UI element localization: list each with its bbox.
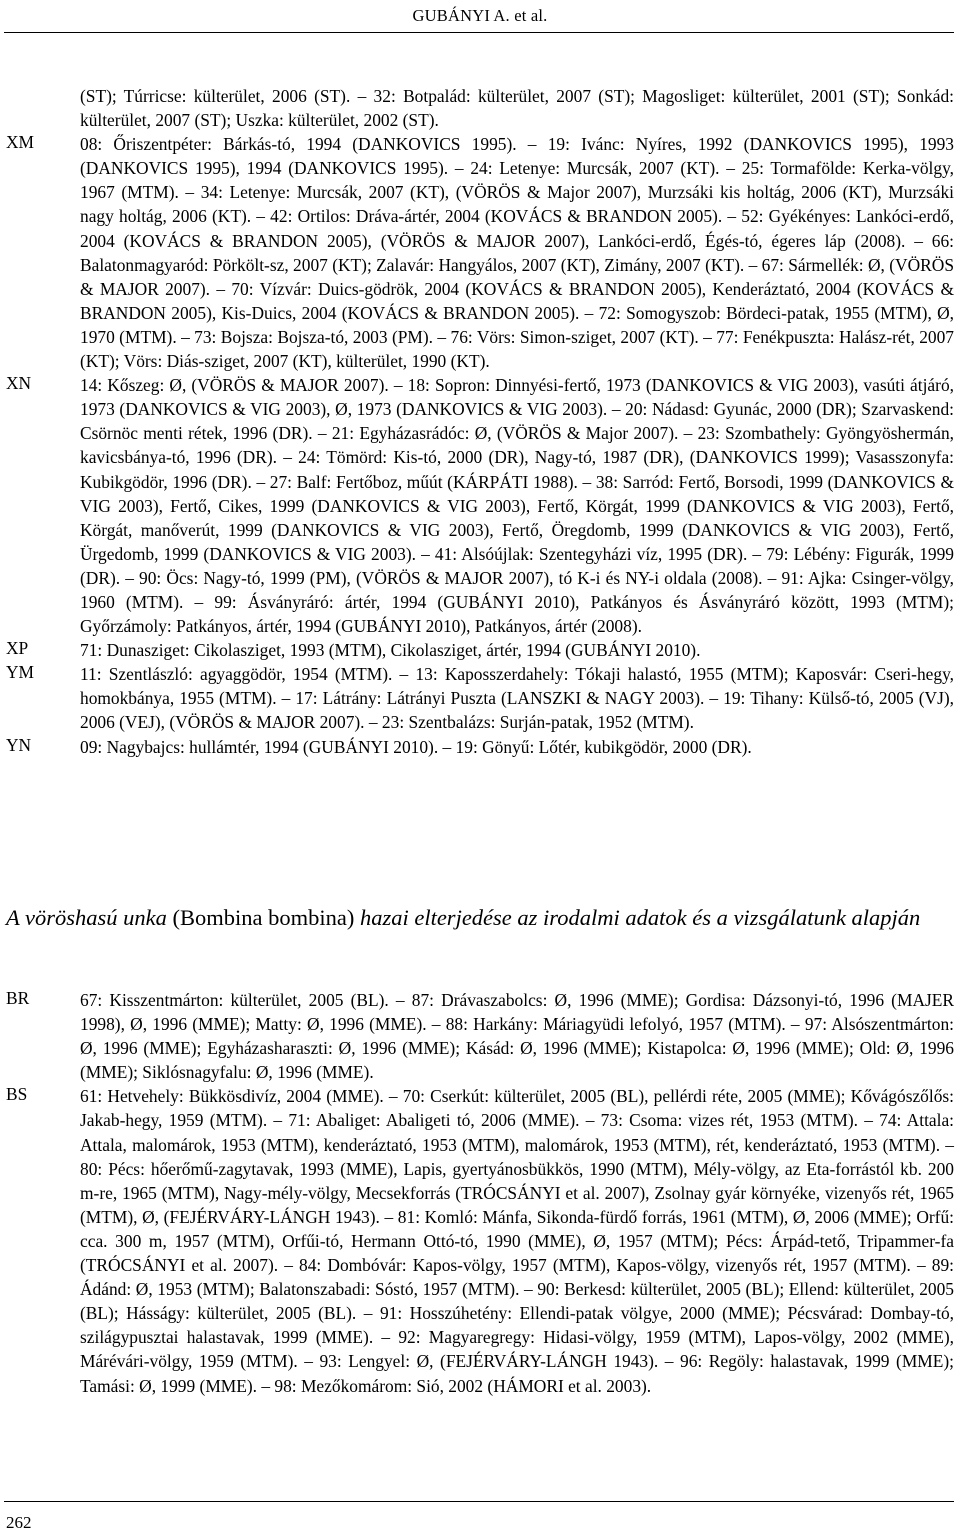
record-text: 08: Őriszentpéter: Bárkás-tó, 1994 (DANKOVICS 1995). – 19: Ivánc: Nyíres, 1992 (DANKOVICS 1995), 1993 (DANKOVICS 1995), 1994 (DANKOVICS 1995). – 24: Letenye: Murcsák, 2007 (KT). – 25: Tormafölde: Kerka-völgy, 1967 (MTM). – 34: Letenye: Murcsák, 2007 (KT), (VÖRÖS & Major 2007), Murzsáki kis holtág, 2006 (KT), Murzsáki nagy holtág, 2006 (KT). – 42: Ortilos: Dráva-ártér, 2004 (KOVÁCS & BRANDON 2005). – 52: Gyékényes: Lankóci-erdő, 2004 (KOVÁCS & BRANDON 2005), (VÖRÖS & MAJOR 2007), Lankóci-erdő, Égés-tó, égeres láp (2008). – 66: Balatonmagyaród: Pörkölt-sz, 2007 (KT); Zalavár: Hangyálos, 2007 (KT), Zimány, 2007 (KT). – 67: Sármellék: Ø, (VÖRÖS & MAJOR 2007). – 70: Vízvár: Duics-gödrök, 2004 (KOVÁCS & BRANDON 2005), Kenderáztató, 2004 (KOVÁCS & BRANDON 2005), Kis-Duics, 2004 (KOVÁCS & BRANDON 2005). – 72: Somogyszob: Bördeci-patak, 1955 (MTM), Ø, 1970 (MTM). – 73: Bojsza: Bojsza-tó, 2003 (PM). – 76: Vörs: Simon-sziget, 2007 (KT). – 77: Fenékpuszta: Halász-rét, 2007 (KT); Vörs: Diás-sziget, 2007 (KT), külterület, 1990 (KT). [80, 134, 954, 372]
grid-code: XP [6, 638, 29, 659]
record-list-1 [0, 84, 960, 759]
record-entry [0, 638, 960, 662]
record-entry [0, 988, 960, 1084]
record-entry [0, 373, 960, 638]
footer-rule [4, 1501, 954, 1502]
record-text: (ST); Túrricse: külterület, 2006 (ST). – 32: Botpalád: külterület, 2007 (ST); Magosliget: külterület, 2001 (ST); Sonkád: külterület, 2007 (ST); Uszka: külterület, 2002 (ST). [80, 86, 954, 131]
record-entry [0, 84, 960, 132]
grid-code: YM [6, 662, 35, 683]
grid-code: XN [6, 373, 32, 394]
record-entry [0, 1084, 960, 1397]
record-text: 14: Kőszeg: Ø, (VÖRÖS & MAJOR 2007). – 18: Sopron: Dinnyési-fertő, 1973 (DANKOVICS & VIG 2003), vasúti átjáró, 1973 (DANKOVICS & VIG 2003), Ø, 1973 (DANKOVICS & VIG 2003). – 20: Nádasd: Gyunác, 2000 (DR); Szarvaskend: Csörnöc menti rétek, 1996 (DR). – 21: Egyházasrádóc: Ø, (VÖRÖS & Major 2007). – 23: Szombathely: Gyöngyöshermán, kavicsbánya-tó, 1996 (DR). – 24: Tömörd: Kis-tó, 2000 (DR), Nagy-tó, 1987 (DR), (DANKOVICS 1999); Vasasszonyfa: Kubikgödör, 1996 (DR). – 27: Balf: Fertőboz, műút (KÁRPÁTI 1988). – 38: Sarród: Fertő, Borsodi, 1999 (DANKOVICS & VIG 2003), Fertő, Cikes, 1999 (DANKOVICS & VIG 2003), Fertő, Körgát, 1999 (DANKOVICS & VIG 2003), Fertő, Körgát, manőverút, 1999 (DANKOVICS & VIG 2003), Fertő, Öregdomb, 1999 (DANKOVICS & VIG 2003), Fertő, Ürgedomb, 1999 (DANKOVICS & VIG 2003). – 41: Alsóújlak: Szentegyházi víz, 1995 (DR). – 79: Lébény: Figurák, 1999 (DR). – 90: Öcs: Nagy-tó, 1999 (PM), (VÖRÖS & MAJOR 2007), tó K-i és NY-i oldala (2008). – 91: Ajka: Csinger-völgy, 1960 (MTM). – 99: Ásványráró: ártér, 1994 (GUBÁNYI 2010), Patkányos és Ásványráró között, 1993 (MTM); Győrzámoly: Patkányos, ártér, 1994 (GUBÁNYI 2010), Patkányos, ártér (2008). [80, 375, 954, 637]
record-entry [0, 662, 960, 734]
grid-code: XM [6, 132, 35, 153]
grid-code: YN [6, 734, 32, 755]
grid-code: BR [6, 988, 30, 1008]
record-text: 61: Hetvehely: Bükkösdivíz, 2004 (MME). – 70: Cserkút: külterület, 2005 (BL), pellérdi réte, 2005 (MME); Kővágószőlős: Jakab-hegy, 1959 (MTM). – 71: Abaliget: Abaligeti tó, 2006 (MME). – 73: Csoma: vizes rét, 1953 (MTM). – 74: Attala: Attala, malomárok, 1953 (MTM), kenderáztató, 1953 (MTM), malomárok, 1953 (MTM), rét, kenderáztató, 1953 (MTM). – 80: Pécs: hőerőmű-zagytavak, 1993 (MME), Lapis, gyertyánosbükkös, 1990 (MTM), Mély-völgy, az Eta-forrástól kb. 200 m-re, 1965 (MTM), Nagy-mély-völgy, Mecsekforrás (TRÓCSÁNYI et al. 2007), Zsolnay gyár környéke, vizenyős rét, 1965 (MTM), Ø, (FEJÉRVÁRY-LÁNGH 1943). – 81: Komló: Mánfa, Sikonda-fürdő forrás, 1961 (MTM), Ø, 2006 (MME); Orfű: cca. 300 m, 1957 (MTM), Orfűi-tó, Hermann Ottó-tó, 1990 (MME), Ø, 1957 (MTM); Pécs: Árpád-tető, Tripammer-fa (TRÓCSÁNYI et al. 2007). – 84: Dombóvár: Kapos-völgy, 1957 (MTM), Kapos-völgy, vizenyős rét, 1957 (MTM). – 89: Ádánd: Ø, 1953 (MTM); Balatonszabadi: Sóstó, 1957 (MTM). – 90: Berkesd: külterület, 2005 (BL); Ellend: külterület, 2005 (BL); Hásságy: külterület, 2005 (BL). – 91: Hosszúhetény: Ellendi-patak völgye, 2000 (MME); Pécsvárad: Dombay-tó, szilágypusztai halastavak, 1999 (MME). – 92: Magyaregregy: Hidasi-völgy, 1959 (MTM), Lapos-völgy, 2002 (MME), Márévári-völgy, 1959 (MTM). – 93: Lengyel: Ø, (FEJÉRVÁRY-LÁNGH 1943). – 96: Regöly: halastavak, 1999 (MME); Tamási: Ø, 1999 (MME). – 98: Mezőkomárom: Sió, 2002 (HÁMORI et al. 2003). [80, 1086, 954, 1396]
record-entry [0, 735, 960, 759]
running-header [0, 6, 960, 26]
section-title [6, 902, 954, 934]
record-text: 09: Nagybajcs: hullámtér, 1994 (GUBÁNYI 2010). – 19: Gönyű: Lőtér, kubikgödör, 2000 (DR). [80, 736, 752, 757]
section-title-part3: hazai elterjedése az irodalmi adatok és a vizsgálatunk alapján [359, 905, 921, 930]
record-text: 71: Dunasziget: Cikolasziget, 1993 (MTM), Cikolasziget, ártér, 1994 (GUBÁNYI 2010). [80, 640, 701, 661]
section-title-part1: A vöröshasú unka [6, 905, 167, 930]
record-text: 67: Kisszentmárton: külterület, 2005 (BL). – 87: Drávaszabolcs: Ø, 1996 (MME); Gordisa: Dázsonyi-tó, 1996 (MAJER 1998), Ø, 1996 (MME); Matty: Ø, 1996 (MME). – 88: Harkány: Máriagyüdi lefolyó, 1957 (MTM). – 97: Alsószentmárton: Ø, 1996 (MME); Egyházasharaszti: Ø, 1996 (MME); Kásád: Ø, 1996 (MME); Kistapolca: Ø, 1996 (MME); Old: Ø, 1996 (MME); Siklósnagyfalu: Ø, 1996 (MME). [80, 990, 954, 1083]
section-title-species: (Bombina bombina) [172, 905, 355, 930]
record-entry [0, 132, 960, 373]
record-text: 11: Szentlászló: agyaggödör, 1954 (MTM). – 13: Kaposszerdahely: Tókaji halastó, 1955 (MTM); Kaposvár: Cseri-hegy, homokbánya, 1955 (MTM). – 17: Látrány: Látrányi Puszta (LANSZKI & NAGY 2003). – 19: Tihany: Külső-tó, 2005 (VJ), 2006 (VEJ), (VÖRÖS & MAJOR 2007). – 23: Szentbalázs: Surján-patak, 1952 (MTM). [80, 664, 954, 733]
record-list-2 [0, 988, 960, 1398]
header-author: GUBÁNYI A. et al. [412, 6, 548, 25]
page-number: 262 [6, 1513, 32, 1532]
grid-code: BS [6, 1084, 28, 1105]
header-rule [4, 32, 954, 33]
